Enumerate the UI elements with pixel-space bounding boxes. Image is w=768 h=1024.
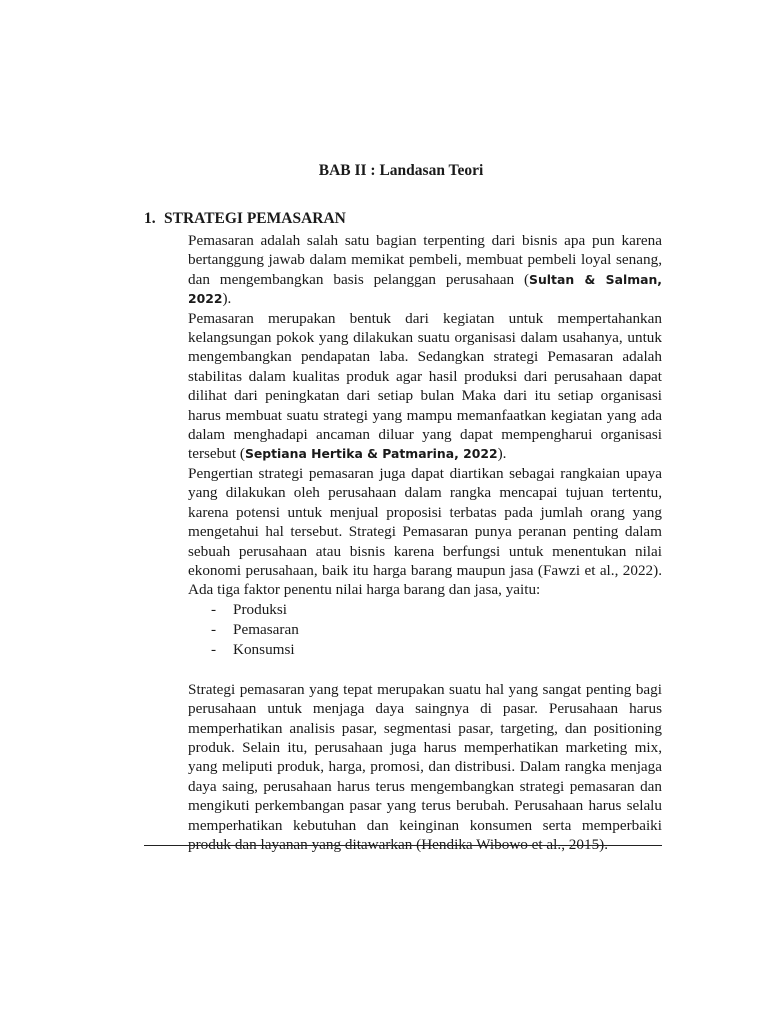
section-number: 1. — [144, 210, 156, 227]
section-heading — [144, 208, 346, 230]
bullet-dash: - — [211, 640, 217, 658]
spacer — [188, 660, 662, 680]
citation-close: ). — [497, 445, 507, 463]
footnote-separator — [144, 845, 662, 846]
section-title: STRATEGI PEMASARAN — [164, 210, 346, 227]
list-item-label: Konsumsi — [233, 640, 295, 658]
paragraph-text: Pemasaran adalah salah satu bagian terpenting dari bisnis apa pun karena bertanggung jawab dalam memikat pembeli, membuat pembeli loyal senang, dan mengembangkan basis pelanggan perusahaan ( — [188, 232, 662, 288]
citation: Sultan & Salman, 2022 — [188, 271, 662, 307]
list-item — [188, 600, 662, 620]
bullet-dash: - — [211, 620, 217, 638]
citation: Septiana Hertika & Patmarina, 2022 — [244, 446, 498, 462]
paragraph-4: Strategi pemasaran yang tepat merupakan suatu hal yang sangat penting bagi perusahaan untuk menjaga daya saingnya di pasar. Perusahaan harus memperhatikan analisis pasar, segmentasi pasar, targeting, dan positioning produk. Selain itu, perusahaan juga harus memperhatikan marketing mix, yang meliputi produk, harga, promosi, dan distribusi. Dalam rangka menjaga daya saing, perusahaan harus terus mengembangkan strategi pemasaran dan mengikuti perkembangan pasar yang terus berubah. Perusahaan harus selalu memperhatikan kebutuhan dan keinginan konsumen serta memperbaiki produk dan layanan yang ditawarkan (Hendika Wibowo et al., 2015). — [188, 680, 662, 853]
list-item — [188, 640, 662, 660]
citation-close: ). — [222, 290, 232, 308]
list-item — [188, 620, 662, 640]
paragraph-text: Pemasaran merupakan bentuk dari kegiatan untuk mempertahankan kelangsungan pokok yang dilakukan suatu organisasi dalam usahanya, untuk mengembangkan pendapatan laba. Sedangkan strategi Pemasaran adalah stabilitas dalam kualitas produk agar hasil produksi dari perusahaan dapat dilihat dari peningkatan dari setiap bulan Maka dari itu setiap organisasi harus membuat suatu strategi yang mampu memanfaatkan kegiatan yang ada dalam menghadapi ancaman diluar yang dapat mempengharui organisasi tersebut ( — [188, 309, 662, 463]
paragraph-2 — [188, 309, 662, 464]
section-body — [188, 231, 662, 854]
chapter-title: BAB II : Landasan Teori — [318, 162, 484, 179]
paragraph-3 — [188, 464, 662, 600]
factor-list — [188, 600, 662, 660]
paragraph-text: Pengertian strategi pemasaran juga dapat diartikan sebagai rangkaian upaya yang dilakukan oleh perusahaan dalam rangka mencapai tujuan tertentu, karena potensi untuk menjual proposisi terbatas pada jumlah orang yang mengetahui hal tersebut. Strategi Pemasaran punya peranan penting dalam sebuah perusahaan atau bisnis karena berfungsi untuk menentukan nilai ekonomi perusahaan, baik itu harga barang maupun jasa (Fawzi et al., 2022). Ada tiga faktor penentu nilai harga barang dan jasa, yaitu: — [188, 464, 662, 599]
list-item-label: Produksi — [233, 600, 288, 618]
paragraph-1 — [188, 231, 662, 309]
bullet-dash: - — [211, 600, 217, 618]
list-item-label: Pemasaran — [233, 620, 299, 638]
